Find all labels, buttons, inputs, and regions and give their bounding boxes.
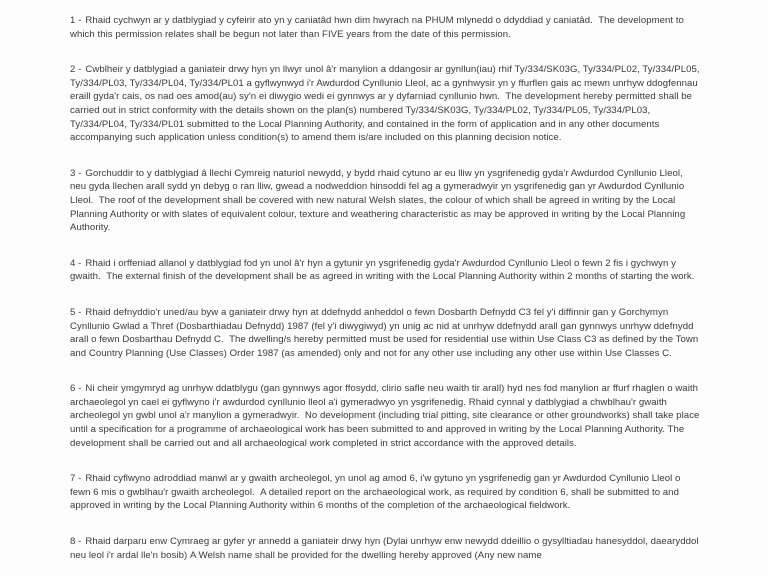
condition-4 — [70, 257, 700, 284]
condition-english-text: The development to which this permission relates shall be begun not later than FIVE years from the date of this permission. — [70, 15, 684, 40]
conditions-list — [70, 14, 700, 576]
condition-3 — [70, 167, 700, 235]
condition-welsh-text: Rhaid defnyddio'r uned/au byw a ganiateir drwy hyn at ddefnydd anheddol o fewn Dosbarth Defnydd C3 fel y'i diffinnir gan y Gorchymyn Cynllunio Gwlad a Thref (Dosbarthiadau Defnydd) 1987 (fel y'i diwygiwyd) yn unig ac nid at unrhyw ddefnydd arall gan gynnwys unrhyw ddefnydd arall o fewn Dosbarthau Defnydd C. — [70, 306, 694, 346]
condition-5 — [70, 306, 700, 360]
condition-welsh-text: Cwblheir y datblygiad a ganiateir drwy hyn yn llwyr unol â'r manylion a ddangosir ar gynllun(iau) rhif Ty/334/SK03G, Ty/334/PL02, Ty/334/PL05, Ty/334/PL03, Ty/334/PL04, Ty/334/PL01 a gyflwynwyd i'r Awdurdod Cynllunio Lleol, ac a gynhwysir yn y ffurflen gais ac mewn unrhyw ddogfennau eraill gyda'r cais, os nad oes amod(au) sy'n ei diwygio wedi ei gynnwys ar y dyfarniad cynllunio hwn. — [70, 64, 700, 103]
condition-english-text: The dwelling/s hereby permitted must be used for residential use within Use Class C3 as defined by the Town and Country Planning (Use Classes) Order 1987 (as amended) only and not for any other use including any other use within Use Classes C. — [70, 334, 699, 359]
condition-welsh-text: Ni cheir ymgymryd ag unrhyw ddatblygu (gan gynnwys agor ffosydd, clirio safle neu waith tir arall) hyd nes fod manylion ar ffurf rhaglen o waith archaeolegol yn cael ei gyflwyno i'r awdurdod cynllunio lleol a'i gymeradwyo yn ysgrifenedig. Rhaid cynnal y datblygiad a chwblhau'r gwaith archeolegol yn gwbl unol a'r manylion a gymeradwyir. — [70, 383, 698, 422]
condition-7 — [70, 472, 700, 513]
condition-number: 3 - — [70, 167, 82, 179]
condition-english-text: A Welsh name shall be provided for the dwelling hereby approved (Any new name — [189, 549, 542, 561]
condition-8 — [70, 535, 700, 562]
condition-number: 7 - — [70, 473, 82, 485]
condition-welsh-text: Rhaid cyflwyno adroddiad manwl ar y gwaith archeolegol, yn unol ag amod 6, i'w gytuno yn ysgrifenedig gan yr Awdurdod Cynllunio Lleol o fewn 6 mis o gwblhau'r gwaith archeolegol. — [70, 473, 681, 498]
condition-number: 4 - — [70, 257, 82, 269]
condition-english-text: A detailed report on the archaeological work, as required by condition 6, shall be submitted to and approved in writing by the Local Planning Authority within 6 months of the completion of the archaeological fieldwork. — [70, 486, 679, 512]
condition-welsh-text: Rhaid cychwyn ar y datblygiad y cyfeirir ato yn y caniatâd hwn dim hwyrach na PHUM mlynedd o ddyddiad y caniatâd. — [85, 15, 593, 26]
condition-welsh-text: Rhaid i orffeniad allanol y datblygiad fod yn unol â'r hyn a gytunir yn ysgrifenedig gyda'r Awdurdod Cynllunio Lleol o fewn 2 fis i gychwyn y gwaith. — [70, 257, 676, 283]
condition-number: 6 - — [70, 383, 82, 395]
condition-welsh-text: Rhaid darparu enw Cymraeg ar gyfer yr annedd a ganiateir drwy hyn (Dylai unrhyw enw newydd ddeillio o gysylltiadau hanesyddol, daearyddol neu leol i'r ardal lle'n bosib) — [70, 536, 699, 561]
condition-english-text: The external finish of the development shall be as agreed in writing with the Local Planning Authority within 2 months of starting the work. — [106, 271, 695, 283]
condition-6 — [70, 382, 700, 450]
condition-2 — [70, 63, 700, 145]
condition-english-text: The development hereby permitted shall be carried out in strict conformity with the details shown on the plan(s) numbered Ty/334/SK03G, Ty/334/PL02, Ty/334/PL05, Ty/334/PL03, Ty/334/PL04, Ty/334/PL01 submitted to the Local Planning Authority, and contained in the form of application and in any other documents accompanying such application unless condition(s) to amend them is/are included on this planning decision notice. — [70, 91, 692, 144]
condition-english-text: No development (including trial pitting, site clearance or other groundworks) shall take place until a specification for a programme of archaeological work has been submitted to and approved in writing by the Local Planning Authority. The development shall be carried out and all archaeological work completed in strict accordance with the approved details. — [70, 410, 700, 449]
condition-number: 1 - — [70, 15, 82, 26]
condition-welsh-text: Gorchuddir to y datblygiad â llechi Cymreig naturiol newydd, y bydd rhaid cytuno ar eu lliw yn ysgrifenedig gyda'r Awdurdod Cynllunio Lleol, neu gyda llechen arall sydd yn debyg o ran lliw, gwead a nodweddion hinsoddi fel ag a gymeradwyir yn ysgrifenedig gan yr Awdurdod Cynllunio Lleol. — [70, 167, 685, 206]
condition-number: 8 - — [70, 536, 82, 548]
condition-english-text: The roof of the development shall be covered with new natural Welsh slates, the colour of which shall be agreed in writing by the Local Planning Authority or with slates of equivalent colour, texture and weathering characteristic as may be approved in writing by the Local Planning Authority. — [70, 194, 686, 234]
condition-number: 2 - — [70, 64, 82, 76]
condition-number: 5 - — [70, 306, 82, 318]
condition-1 — [70, 14, 700, 41]
